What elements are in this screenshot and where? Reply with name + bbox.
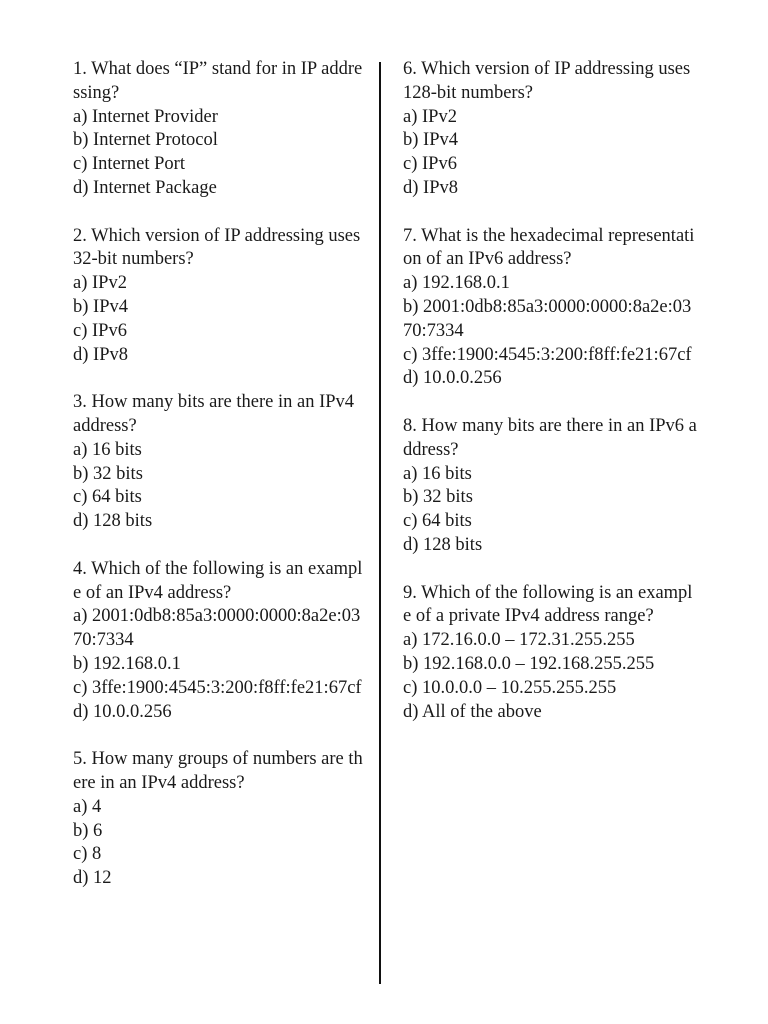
option-b: b) 6 <box>73 820 103 841</box>
option-b: b) IPv4 <box>73 296 128 317</box>
question-text: 2. Which version of IP addressing uses 32-bit numbers? <box>73 225 361 270</box>
question-2 <box>73 225 365 368</box>
option-d: d) 128 bits <box>403 534 483 555</box>
option-d: d) All of the above <box>403 701 542 722</box>
option-d: d) 12 <box>73 868 112 889</box>
option-c: c) 64 bits <box>73 487 142 508</box>
option-b: b) 192.168.0.0 – 192.168.255.255 <box>403 653 655 674</box>
option-a: a) 16 bits <box>403 463 472 484</box>
option-b: b) 2001:0db8:85a3:0000:0000:8a2e:0370:7334 <box>403 296 692 341</box>
question-4 <box>73 558 365 725</box>
question-8 <box>403 415 699 558</box>
option-b: b) 32 bits <box>73 463 143 484</box>
question-1 <box>73 58 365 201</box>
option-d: d) IPv8 <box>403 177 458 198</box>
option-d: d) 10.0.0.256 <box>73 701 172 722</box>
option-d: d) IPv8 <box>73 344 128 365</box>
option-b: b) Internet Protocol <box>73 130 218 151</box>
question-text: 3. How many bits are there in an IPv4 address? <box>73 392 355 436</box>
option-c: c) 64 bits <box>403 511 472 532</box>
question-5 <box>73 748 365 891</box>
option-d: d) 128 bits <box>73 511 153 532</box>
option-c: c) 3ffe:1900:4545:3:200:f8ff:fe21:67cf <box>73 677 362 698</box>
question-3 <box>73 391 365 534</box>
option-a: a) Internet Provider <box>73 106 218 127</box>
option-b: b) 192.168.0.1 <box>73 653 181 674</box>
option-a: a) IPv2 <box>73 273 127 294</box>
option-c: c) 3ffe:1900:4545:3:200:f8ff:fe21:67cf <box>403 344 692 365</box>
option-c: c) Internet Port <box>73 154 185 175</box>
option-b: b) IPv4 <box>403 130 458 151</box>
option-a: a) 2001:0db8:85a3:0000:0000:8a2e:0370:7334 <box>73 606 361 651</box>
option-a: a) IPv2 <box>403 106 457 127</box>
question-7 <box>403 225 699 392</box>
option-b: b) 32 bits <box>403 487 473 508</box>
option-c: c) 10.0.0.0 – 10.255.255.255 <box>403 677 617 698</box>
option-a: a) 4 <box>73 796 102 817</box>
question-text: 6. Which version of IP addressing uses 128-bit numbers? <box>403 59 691 103</box>
option-a: a) 192.168.0.1 <box>403 273 510 294</box>
option-a: a) 172.16.0.0 – 172.31.255.255 <box>403 630 635 651</box>
question-text: 4. Which of the following is an example of an IPv4 address? <box>73 558 363 603</box>
option-d: d) Internet Package <box>73 177 217 198</box>
question-text: 5. How many groups of numbers are there in an IPv4 address? <box>73 749 363 793</box>
option-d: d) 10.0.0.256 <box>403 368 502 389</box>
question-text: 8. How many bits are there in an IPv6 address? <box>403 415 697 460</box>
question-text: 9. Which of the following is an example of a private IPv4 address range? <box>403 582 693 627</box>
option-c: c) 8 <box>73 844 102 865</box>
option-c: c) IPv6 <box>73 320 127 341</box>
right-column <box>403 58 699 748</box>
question-6 <box>403 58 699 201</box>
option-a: a) 16 bits <box>73 439 142 460</box>
question-text: 1. What does “IP” stand for in IP addressing? <box>73 59 363 103</box>
left-column <box>73 58 365 915</box>
question-9 <box>403 582 699 725</box>
column-divider <box>379 62 381 984</box>
option-c: c) IPv6 <box>403 154 457 175</box>
question-text: 7. What is the hexadecimal representation of an IPv6 address? <box>403 225 695 270</box>
